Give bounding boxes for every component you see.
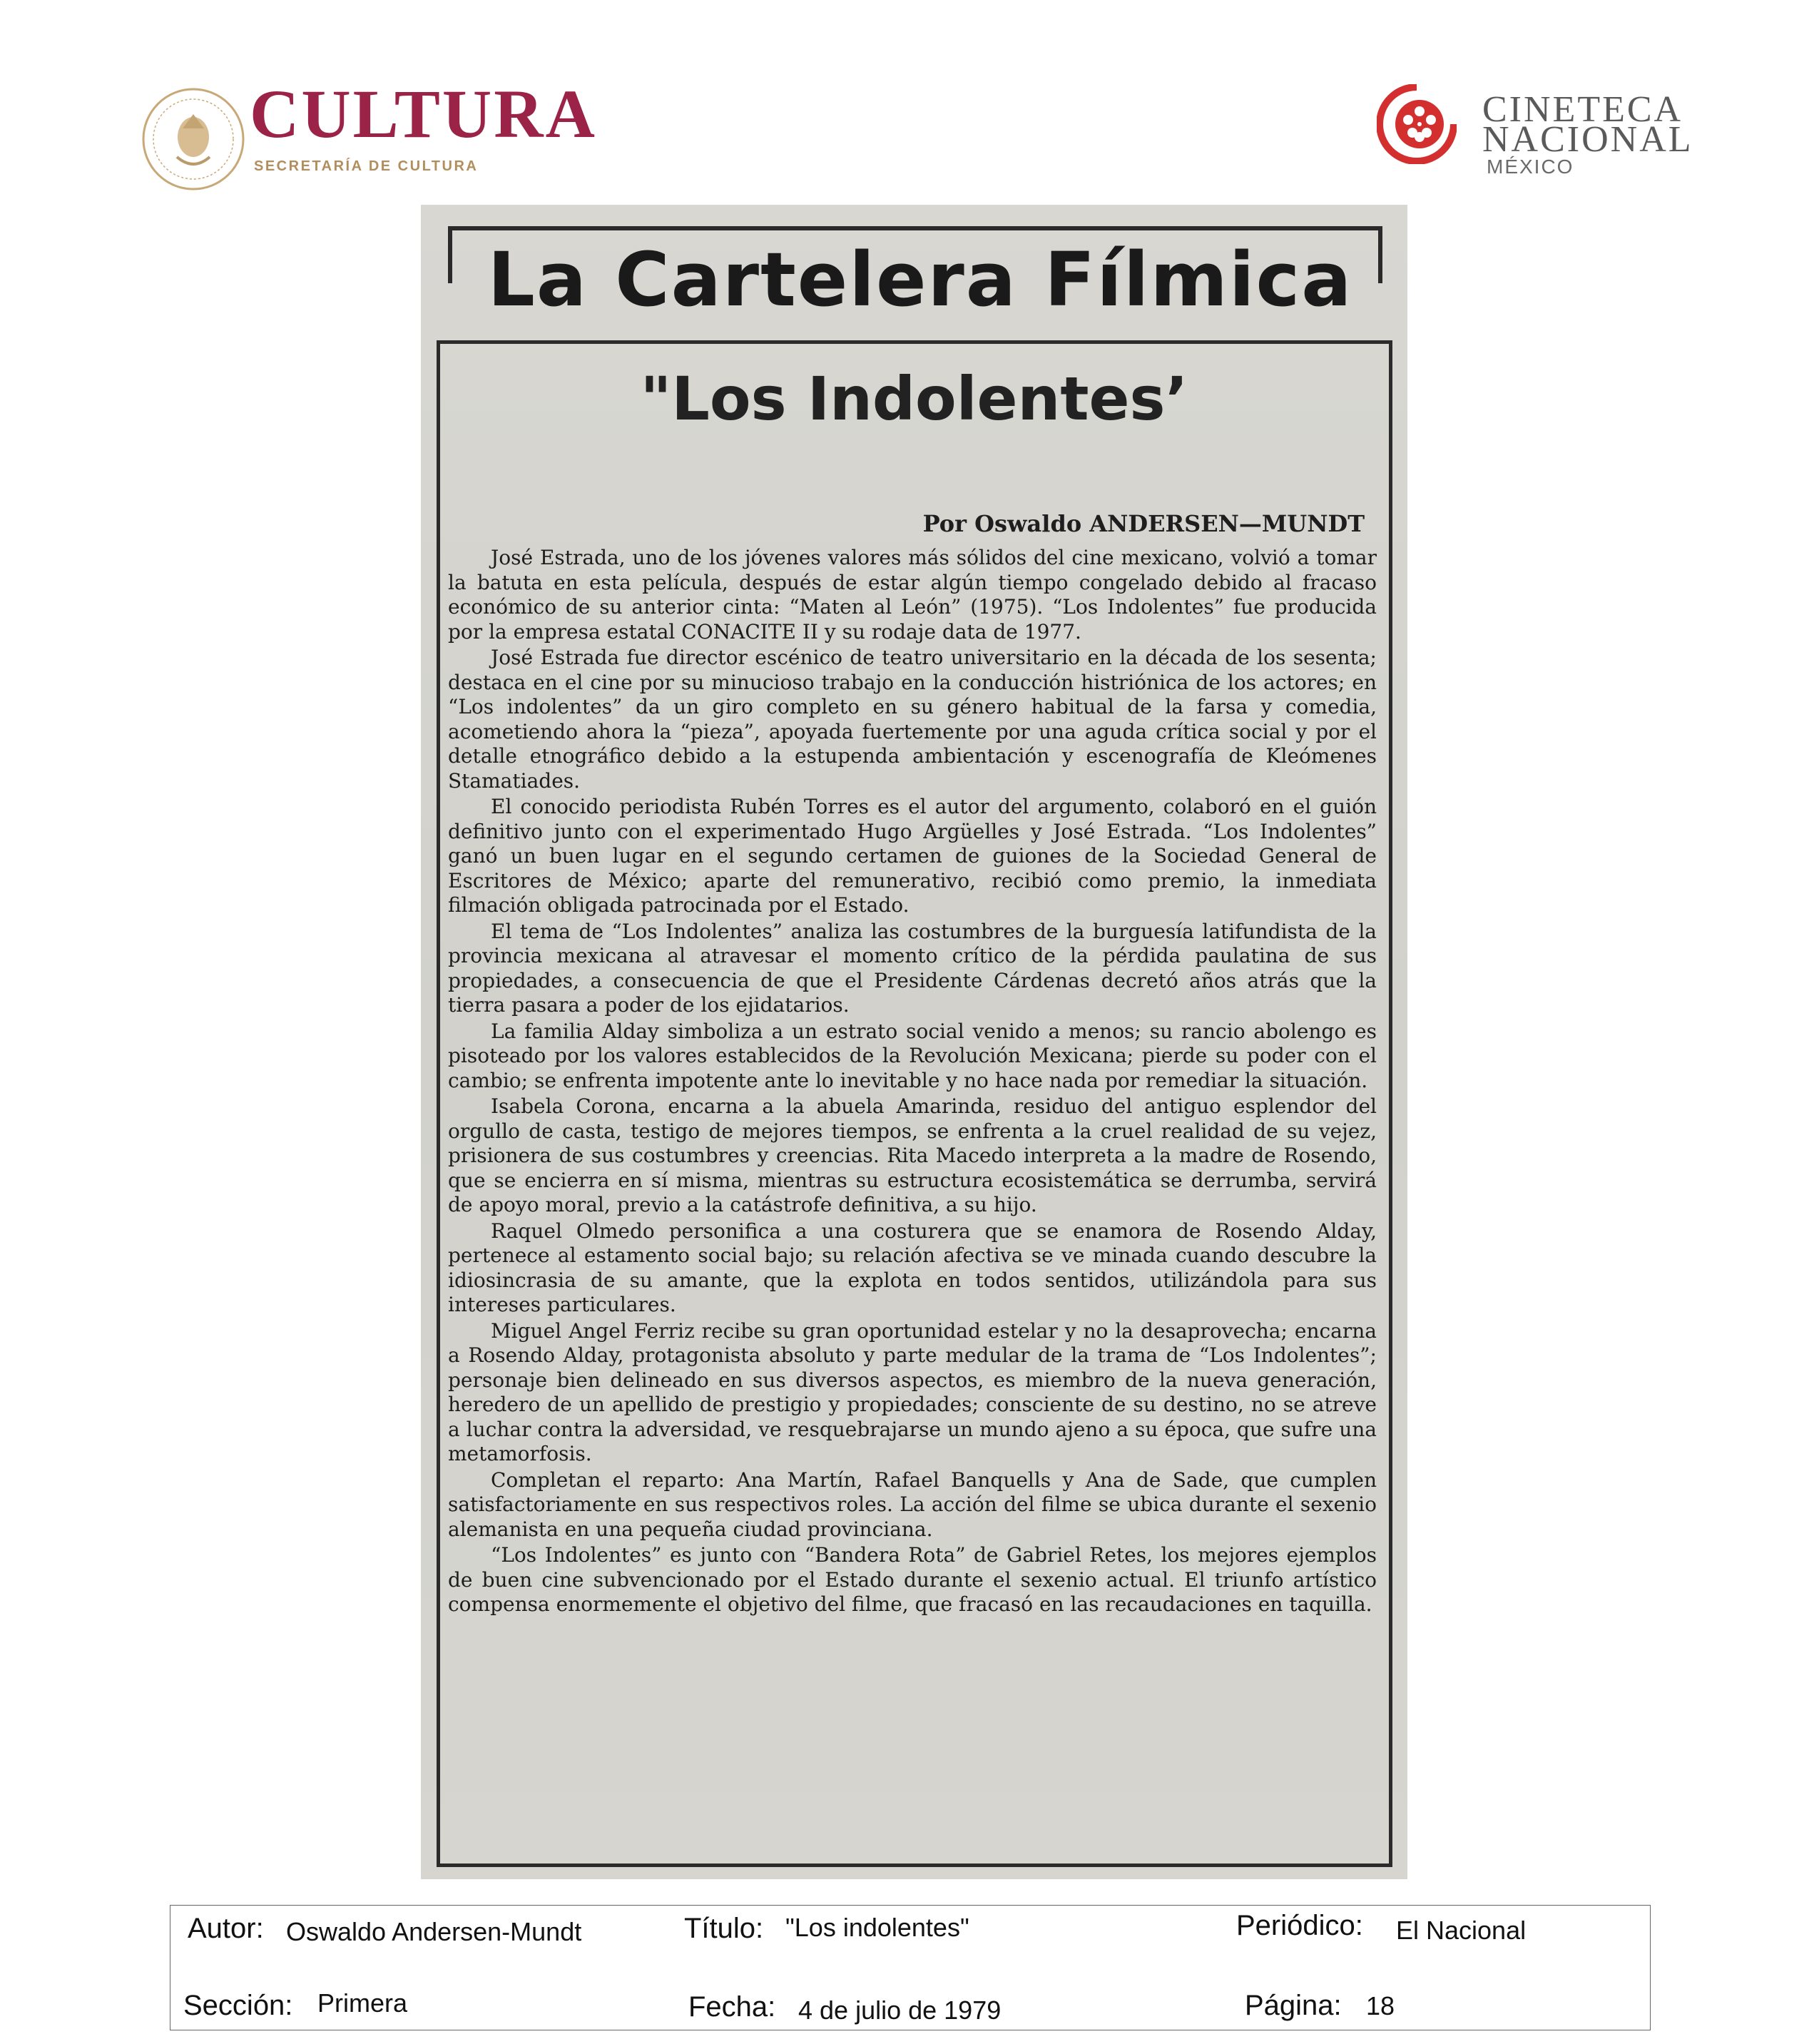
title-label: Título: — [684, 1913, 764, 1944]
newspaper-label: Periódico: — [1236, 1910, 1363, 1941]
cineteca-line2: NACIONAL — [1482, 119, 1693, 160]
newspaper-value: El Nacional — [1396, 1916, 1527, 1945]
article-paragraph: Completan el reparto: Ana Martín, Rafael Banquells y Ana de Sade, que cumplen satisfactoriamente en sus respectivos roles. La acción del filme se ubica durante el sexenio alemanista en una pequeña ciudad provinciana. — [448, 1468, 1377, 1541]
page-label: Página: — [1245, 1990, 1342, 2021]
mexican-seal-icon — [140, 86, 247, 193]
film-title: "Los Indolentes’ — [640, 364, 1188, 434]
author-label: Autor: — [188, 1913, 264, 1944]
cineteca-line1: CINETECA — [1482, 89, 1683, 130]
brand-title: CULTURA — [250, 76, 597, 152]
cineteca-country: MÉXICO — [1487, 156, 1574, 178]
masthead: La Cartelera Fílmica — [487, 236, 1353, 323]
article-body — [448, 546, 1377, 1619]
article-paragraph: El tema de “Los Indolentes” analiza las costumbres de la burguesía latifundista de la provincia mexicana al atravesar el momento crítico de la pérdida paulatina de sus propiedades, a consecuencia de que el Presidente Cárdenas decretó años atrás que la tierra pasara a poder de los ejidatarios. — [448, 919, 1377, 1017]
article-paragraph: Raquel Olmedo personifica a una costurera que se enamora de Rosendo Alday, pertenece al estamento social bajo; su relación afectiva se ve minada cuando descubre la idiosincrasia de su amante, que la explota en todos sentidos, utilizándola para sus intereses particulares. — [448, 1219, 1377, 1316]
section-label: Sección: — [183, 1990, 293, 2021]
article-paragraph: Isabela Corona, encarna a la abuela Amarinda, residuo del antiguo esplendor del orgullo de casta, testigo de mejores tiempos, se enfrenta a la cruel realidad de su vejez, prisionera de sus costumbres y creencias. Rita Macedo interpreta a la madre de Rosendo, que se encierra en sí misma, mientras su estructura ecosistemática se derrumba, servirá de apoyo moral, previo a la catástrofe definitiva, a su hijo. — [448, 1094, 1377, 1216]
newspaper-clipping — [421, 205, 1407, 1879]
article-paragraph: José Estrada, uno de los jóvenes valores más sólidos del cine mexicano, volvió a tomar la batuta en esta película, después de estar algún tiempo congelado debido al fracaso económico de su anterior cinta: “Maten al León” (1975). “Los Indolentes” fue producida por la empresa estatal CONACITE II y su rodaje data de 1977. — [448, 546, 1377, 644]
title-value: "Los indolentes" — [785, 1913, 969, 1942]
article-paragraph: José Estrada fue director escénico de teatro universitario en la década de los sesenta; destaca en el cine por su minucioso trabajo en la conducción histriónica de los actores; en “Los indolentes” da un giro completo en su género habitual de la farsa y comedia, acometiendo ahora la “pieza”, apoyada fuertemente por una aguda crítica social y por el detalle etnográfico debido a la estupenda ambientación y escenografía de Kleómenes Stamatiades. — [448, 646, 1377, 793]
article-paragraph: La familia Alday simboliza a un estrato social venido a menos; su rancio abolengo es pisoteado por los valores establecidos de la Revolución Mexicana; pierde su poder con el cambio; se enfrenta impotente ante lo inevitable y no hace nada por remediar la situación. — [448, 1019, 1377, 1092]
masthead-frame-top — [448, 226, 1382, 230]
article-paragraph: El conocido periodista Rubén Torres es el autor del argumento, colaboró en el guión definitivo junto con el experimentado Hugo Argüelles y José Estrada. “Los Indolentes” ganó un buen lugar en el segundo certamen de guiones de la Sociedad General de Escritores de México; aparte del remunerativo, recibió como premio, la inmediata filmación obligada patrocinada por el Estado. — [448, 795, 1377, 917]
date-label: Fecha: — [688, 1991, 776, 2023]
metadata-table — [170, 1905, 1651, 2030]
date-value: 4 de julio de 1979 — [798, 1995, 1002, 2025]
masthead-frame-left — [448, 226, 452, 283]
article-paragraph: Miguel Angel Ferriz recibe su gran oportunidad estelar y no la desaprovecha; encarna a Rosendo Alday, protagonista absoluto y parte medular de la trama de “Los Indolentes”; personaje bien delineado en sus diversos aspectos, es miembro de la nueva generación, heredero de un apellido de prestigio y propiedades; consciente de su destino, no se atreve a luchar contra la adversidad, ve resquebrajarse un mundo ajeno a su época, que sufre una metamorfosis. — [448, 1318, 1377, 1465]
author-value: Oswaldo Andersen-Mundt — [286, 1917, 582, 1946]
masthead-frame-right — [1378, 226, 1382, 283]
byline: Por Oswaldo ANDERSEN—MUNDT — [922, 510, 1365, 537]
article-paragraph: “Los Indolentes” es junto con “Bandera Rota” de Gabriel Retes, los mejores ejemplos de buen cine subvencionado por el Estado durante el sexenio actual. El triunfo artístico compensa enormemente el objetivo del filme, que fracasó en las recaudaciones en taquilla. — [448, 1543, 1377, 1616]
page-value: 18 — [1366, 1991, 1395, 2020]
film-reel-icon — [1377, 84, 1457, 164]
brand-subtitle: SECRETARÍA DE CULTURA — [254, 158, 479, 174]
section-value: Primera — [317, 1988, 408, 2018]
